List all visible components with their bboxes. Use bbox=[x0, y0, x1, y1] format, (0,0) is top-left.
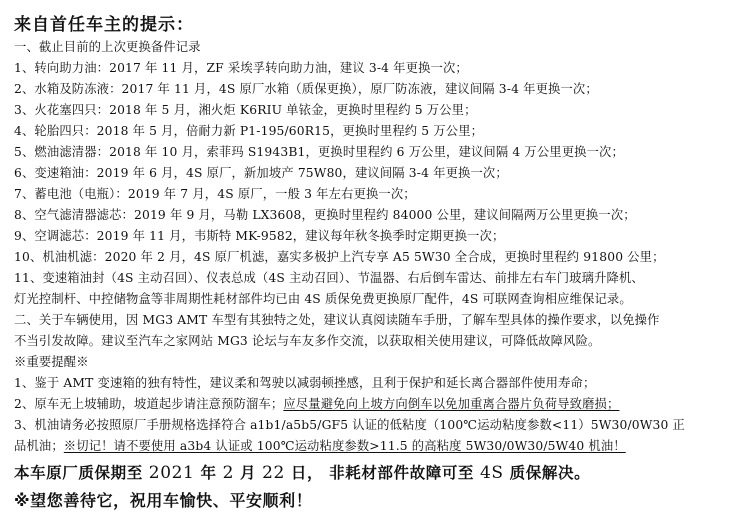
record-line: 4、轮胎四只：2018 年 5 月，倍耐力新 P1-195/60R15，更换时里程约 5 万公里； bbox=[14, 124, 484, 138]
record-line: 8、空气滤清器滤芯：2019 年 9 月，马勒 LX3608，更换时里程约 84000 公里，建议间隔两万公里更换一次； bbox=[14, 208, 636, 222]
tip-1: 1、鉴于 AMT 变速箱的独有特性，建议柔和驾驶以减弱顿挫感，且利于保护和延长离合器部件使用寿命； bbox=[14, 376, 596, 390]
warranty-day: 22 bbox=[262, 463, 285, 483]
record-line: 1、转向助力油：2017 年 11 月，ZF 采埃孚转向助力油，建议 3-4 年更换一次； bbox=[14, 61, 468, 75]
tip-3-line-1: 3、机油请务必按照原厂手册规格选择符合 a1b1/a5b5/GF5 认证的低粘度（100℃运动粘度参数<11）5W30/0W30 正 bbox=[14, 418, 685, 432]
closing-line: ※望您善待它，祝用车愉快、平安顺利！ bbox=[14, 491, 313, 510]
record-line: 9、空调滤芯：2019 年 11 月，韦斯特 MK-9582，建议每年秋冬换季时定期更换一次； bbox=[14, 229, 505, 243]
record-line: 7、蓄电池（电瓶）：2019 年 7 月，4S 原厂，一般 3 年左右更换一次； bbox=[14, 187, 416, 201]
section2-line: 不当引发故障。建议至汽车之家网站 MG3 论坛与车友多作交流，以获取相关使用建议，可降低故障风险。 bbox=[14, 334, 601, 348]
warranty-line bbox=[14, 461, 590, 483]
tip-2 bbox=[14, 394, 619, 415]
warranty-year: 2021 bbox=[148, 463, 195, 483]
warranty-prefix: 本车原厂质保期至 bbox=[14, 464, 149, 482]
record-line: 10、机油机滤：2020 年 2 月，4S 原厂机滤，嘉实多极护上汽专享 A5 5W30 全合成，更换时里程约 91800 公里； bbox=[14, 250, 665, 264]
warranty-month: 2 bbox=[222, 463, 234, 483]
record-line: 灯光控制杆、中控储物盒等非周期性耗材部件均已由 4S 质保免费更换原厂配件，4S 可联网查询相应维保记录。 bbox=[14, 292, 632, 306]
record-line: 5、燃油滤清器：2018 年 10 月，索菲玛 S1943B1，更换时里程约 6 万公里，建议间隔 4 万公里更换一次； bbox=[14, 145, 624, 159]
record-line: 2、水箱及防冻液：2017 年 11 月，4S 原厂水箱（质保更换），原厂防冻液，建议间隔 3-4 年更换一次； bbox=[14, 82, 598, 96]
record-line: 11、变速箱油封（4S 主动召回）、仪表总成（4S 主动召回）、节温器、右后倒车雷达、前排左右车门玻璃升降机、 bbox=[14, 271, 644, 285]
warranty-suffix: 质保解决。 bbox=[503, 464, 591, 482]
tip-3-underlined-text: ※切记！请不要使用 a3b4 认证或 100℃运动粘度参数>11.5 的高粘度 5W30/0W30/5W40 机油！ bbox=[63, 439, 626, 453]
important-heading: ※重要提醒※ bbox=[14, 355, 89, 369]
record-line: 3、火花塞四只：2018 年 5 月，湘火炬 K6RIU 单铱金，更换时里程约 5 万公里； bbox=[14, 103, 477, 117]
record-line: 6、变速箱油：2019 年 6 月，4S 原厂，新加坡产 75W80，建议间隔 3-4 年更换一次； bbox=[14, 166, 508, 180]
tip-2-text: 2、原车无上坡辅助，坡道起步请注意预防溜车； bbox=[14, 397, 284, 411]
notice-title: 来自首任车主的提示： bbox=[14, 15, 194, 35]
warranty-brand: 4S bbox=[480, 463, 504, 483]
tip-3-text: 品机油； bbox=[14, 439, 64, 453]
warranty-middle-text: 日， 非耗材部件故障可至 bbox=[284, 464, 481, 482]
warranty-month-unit: 月 bbox=[233, 464, 263, 482]
section1-heading: 一、截止目前的上次更换备件记录 bbox=[14, 40, 201, 54]
warranty-year-unit: 年 bbox=[194, 464, 223, 482]
section2-line: 二、关于车辆使用，因 MG3 AMT 车型有其独特之处，建议认真阅读随车手册，了解车型具体的操作要求，以免操作 bbox=[14, 313, 660, 327]
tip-2-underlined-text: 应尽量避免向上坡方向倒车以免加重离合器片负荷导致磨损； bbox=[283, 397, 620, 411]
tip-3-line-2 bbox=[14, 436, 626, 457]
